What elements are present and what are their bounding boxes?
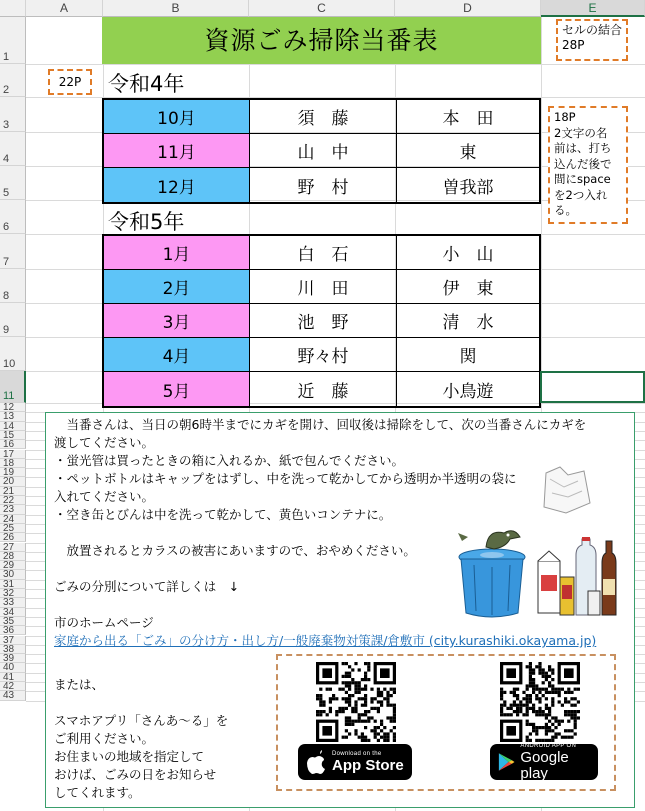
row-header[interactable]: 35: [0, 617, 26, 626]
row-header[interactable]: 29: [0, 561, 26, 570]
trash-can-crow-image[interactable]: [446, 523, 528, 619]
para1-line2: 渡してください。: [54, 435, 155, 450]
row-header[interactable]: 32: [0, 589, 26, 598]
col-header-e[interactable]: E: [541, 0, 645, 17]
name-cell[interactable]: 東: [459, 143, 477, 163]
row-header[interactable]: 36: [0, 626, 26, 635]
app-store-big-text: App Store: [332, 757, 404, 774]
col-header-d[interactable]: D: [395, 0, 541, 17]
qr-code-ios[interactable]: [316, 662, 396, 742]
row-header[interactable]: 8: [0, 269, 26, 303]
duty-table-r4: [102, 98, 541, 204]
row-header[interactable]: 21: [0, 487, 26, 496]
row-header[interactable]: 17: [0, 450, 26, 459]
era-heading-r4[interactable]: 令和4年: [108, 72, 185, 96]
row-header[interactable]: 22: [0, 496, 26, 505]
note-page-22[interactable]: 22P: [48, 69, 92, 95]
row-header[interactable]: 27: [0, 543, 26, 552]
row-header[interactable]: 1: [0, 17, 26, 64]
bullet-pet-line2: 入れてください。: [54, 489, 155, 504]
homepage-label: 市のホームページ: [54, 615, 154, 630]
name-cell[interactable]: 須 藤: [250, 100, 397, 133]
row-header[interactable]: 10: [0, 337, 26, 371]
name-cell[interactable]: 野 村: [250, 168, 397, 202]
play-store-icon: [498, 751, 515, 773]
row-header[interactable]: 12: [0, 403, 26, 412]
table-row: [104, 168, 539, 202]
gridline: [26, 64, 645, 65]
row-header[interactable]: 7: [0, 234, 26, 269]
row-header[interactable]: 40: [0, 663, 26, 672]
name-cell[interactable]: 近 藤: [250, 372, 397, 406]
table-row: [104, 372, 539, 406]
app-line3: お住まいの地域を指定して: [54, 749, 205, 764]
row-header[interactable]: 11: [0, 371, 26, 403]
corner-cell[interactable]: [0, 0, 26, 17]
row-header[interactable]: 42: [0, 682, 26, 691]
col-header-b[interactable]: B: [103, 0, 249, 17]
app-line4: おけば、ごみの日をお知らせ: [54, 767, 217, 782]
page-title[interactable]: 資源ごみ掃除当番表: [102, 17, 541, 64]
bottles-cans-image[interactable]: [536, 535, 626, 619]
app-store-badge[interactable]: [298, 744, 412, 780]
row-header[interactable]: 23: [0, 505, 26, 514]
name-cell[interactable]: 小 山: [442, 245, 494, 265]
details-text: ごみの分別について詳しくは ↓: [54, 579, 240, 594]
qr-code-android[interactable]: [500, 662, 580, 742]
row-header[interactable]: 41: [0, 673, 26, 682]
row-header[interactable]: 20: [0, 477, 26, 486]
or-text: または、: [54, 677, 105, 692]
month-cell[interactable]: 12月: [104, 168, 250, 202]
app-line5: してくれます。: [54, 785, 141, 800]
name-cell[interactable]: 小鳥遊: [442, 381, 494, 402]
name-cell[interactable]: 池 野: [250, 304, 397, 337]
para1-line1: 当番さんは、当日の朝6時半までにカギを開け、回収後は掃除をして、次の当番さんにカギを: [54, 417, 587, 432]
row-header[interactable]: 26: [0, 533, 26, 542]
row-header[interactable]: 43: [0, 691, 26, 700]
month-cell[interactable]: 11月: [104, 134, 250, 167]
row-header[interactable]: 34: [0, 608, 26, 617]
name-cell[interactable]: 曽我部: [442, 177, 494, 198]
row-header[interactable]: 13: [0, 412, 26, 421]
app-download-box: [276, 654, 616, 791]
col-header-a[interactable]: A: [26, 0, 103, 17]
name-cell[interactable]: 関: [459, 347, 477, 367]
table-row: [104, 134, 539, 168]
row-header[interactable]: 4: [0, 132, 26, 166]
row-header[interactable]: 37: [0, 636, 26, 645]
apple-icon: [306, 750, 326, 774]
month-cell[interactable]: 2月: [104, 270, 250, 303]
table-row: [104, 236, 539, 270]
table-row: [104, 100, 539, 134]
month-cell[interactable]: 3月: [104, 304, 250, 337]
row-header[interactable]: 24: [0, 515, 26, 524]
google-play-badge[interactable]: [490, 744, 598, 780]
table-row: [104, 304, 539, 338]
bullet-fluorescent: ・蛍光管は買ったときの箱に入れるか、紙で包んでください。: [54, 453, 405, 468]
city-link[interactable]: 家庭から出る「ごみ」の分け方・出し方/一般廃棄物対策課/倉敷市 (city.kurashiki.okayama.jp): [54, 633, 597, 648]
row-header[interactable]: 30: [0, 570, 26, 579]
month-cell[interactable]: 4月: [104, 338, 250, 371]
row-header[interactable]: 3: [0, 97, 26, 132]
name-cell[interactable]: 白 石: [250, 236, 397, 269]
app-line1: スマホアプリ「さんあ～る」を: [54, 713, 229, 728]
name-cell[interactable]: 山 中: [250, 134, 397, 167]
note-page-18[interactable]: 18P 2文字の名 前は、打ち 込んだ後で 間にspace を2つ入れ る。: [548, 106, 628, 224]
row-header[interactable]: 15: [0, 431, 26, 440]
note-cell-merge[interactable]: セルの結合 28P: [556, 19, 628, 61]
row-header[interactable]: 38: [0, 645, 26, 654]
name-cell[interactable]: 伊 東: [442, 279, 494, 299]
row-header[interactable]: 33: [0, 598, 26, 607]
app-store-small-text: Download on the: [332, 751, 382, 757]
month-cell[interactable]: 10月: [104, 100, 250, 133]
month-cell[interactable]: 1月: [104, 236, 250, 269]
row-header[interactable]: 6: [0, 200, 26, 234]
row-header[interactable]: 5: [0, 166, 26, 200]
table-row: [104, 338, 539, 372]
era-heading-r5[interactable]: 令和5年: [108, 210, 185, 234]
row-header[interactable]: 9: [0, 303, 26, 337]
month-cell[interactable]: 5月: [104, 372, 250, 406]
google-play-big-text: Google play: [520, 749, 569, 782]
row-header[interactable]: 39: [0, 654, 26, 663]
row-header[interactable]: 2: [0, 64, 26, 97]
row-header[interactable]: 28: [0, 552, 26, 561]
name-cell[interactable]: 野々村: [250, 338, 397, 371]
name-cell[interactable]: 清 水: [442, 313, 494, 333]
row-header[interactable]: 18: [0, 459, 26, 468]
col-header-c[interactable]: C: [249, 0, 395, 17]
bullet-pet-line1: ・ペットボトルはキャップをはずし、中を洗って乾かしてから透明か半透明の袋に: [54, 471, 517, 486]
bullet-cans: ・空き缶とびんは中を洗って乾かして、黄色いコンテナに。: [54, 507, 392, 522]
row-header[interactable]: 31: [0, 580, 26, 589]
name-cell[interactable]: 本 田: [442, 109, 494, 129]
warning-text: 放置されるとカラスの被害にあいますので、おやめください。: [54, 543, 416, 558]
row-header[interactable]: 16: [0, 440, 26, 449]
app-line2: ご利用ください。: [54, 731, 155, 746]
table-row: [104, 270, 539, 304]
plastic-bag-image[interactable]: [538, 463, 594, 515]
row-header[interactable]: 19: [0, 468, 26, 477]
duty-table-r5: [102, 234, 541, 408]
row-header[interactable]: 25: [0, 524, 26, 533]
row-header[interactable]: 14: [0, 422, 26, 431]
name-cell[interactable]: 川 田: [250, 270, 397, 303]
google-play-small-text: ANDROID APP ON: [520, 743, 577, 749]
selected-cell[interactable]: [540, 371, 645, 403]
